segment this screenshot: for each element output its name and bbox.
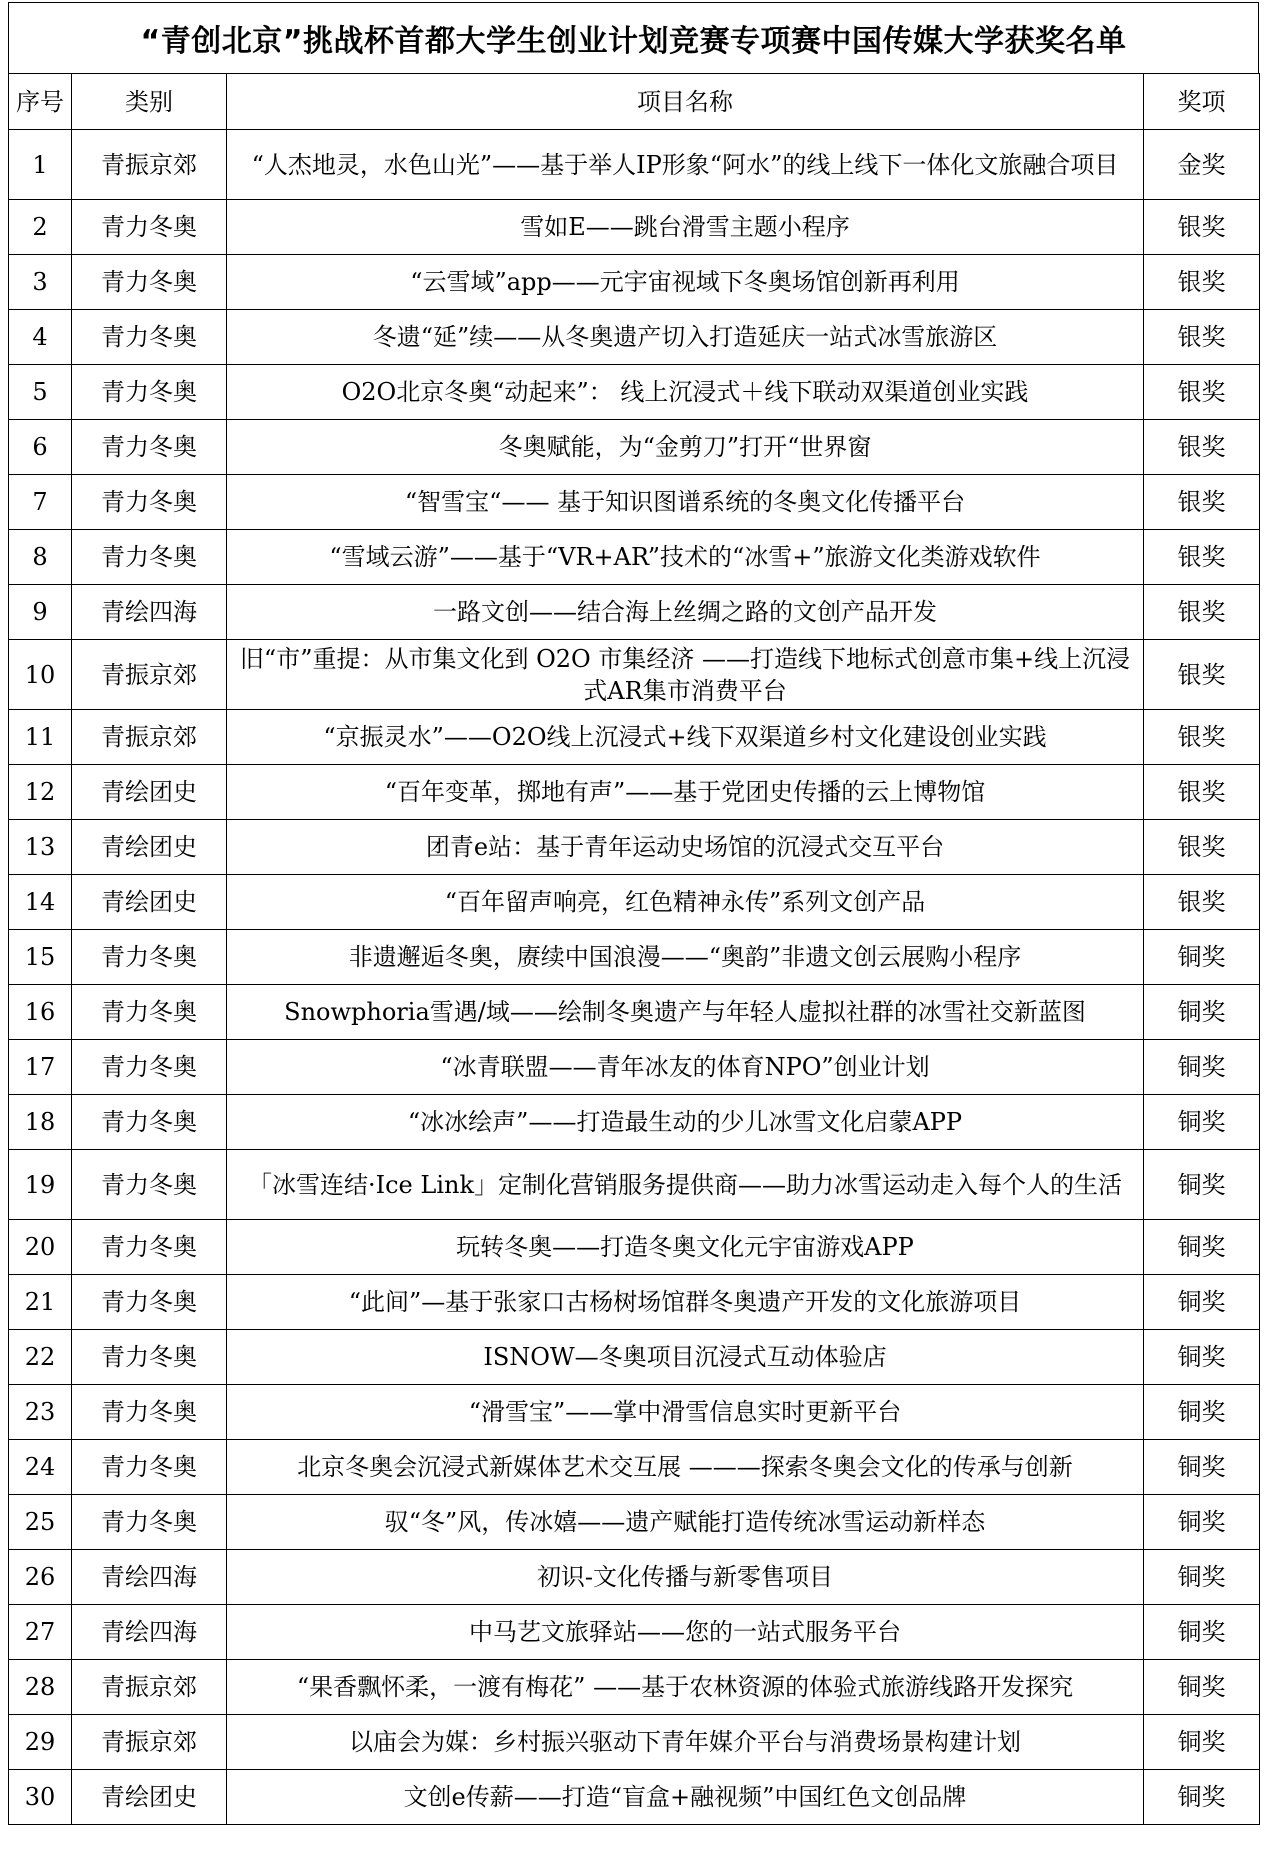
table-row — [9, 1040, 1260, 1095]
row-no: 15 — [9, 930, 72, 985]
row-project-name: “滑雪宝”——掌中滑雪信息实时更新平台 — [227, 1385, 1144, 1440]
row-award: 铜奖 — [1144, 1040, 1260, 1095]
row-no: 5 — [9, 365, 72, 420]
row-no: 9 — [9, 585, 72, 640]
row-no: 24 — [9, 1440, 72, 1495]
row-no: 27 — [9, 1605, 72, 1660]
row-project-name: “冰冰绘声”——打造最生动的少儿冰雪文化启蒙APP — [227, 1095, 1144, 1150]
row-award: 银奖 — [1144, 820, 1260, 875]
row-no: 6 — [9, 420, 72, 475]
row-category: 青力冬奥 — [72, 930, 227, 985]
row-project-name: “京振灵水”——O2O线上沉浸式+线下双渠道乡村文化建设创业实践 — [227, 710, 1144, 765]
row-award: 银奖 — [1144, 255, 1260, 310]
row-category: 青力冬奥 — [72, 475, 227, 530]
row-no: 1 — [9, 130, 72, 200]
row-no: 12 — [9, 765, 72, 820]
header-category: 类别 — [72, 74, 227, 130]
row-award: 银奖 — [1144, 310, 1260, 365]
row-award: 铜奖 — [1144, 1495, 1260, 1550]
row-category: 青力冬奥 — [72, 365, 227, 420]
row-category: 青力冬奥 — [72, 200, 227, 255]
table-row — [9, 820, 1260, 875]
row-award: 铜奖 — [1144, 985, 1260, 1040]
row-project-name: 驭“冬”风，传冰嬉——遗产赋能打造传统冰雪运动新样态 — [227, 1495, 1144, 1550]
row-project-name: “此间”—基于张家口古杨树场馆群冬奥遗产开发的文化旅游项目 — [227, 1275, 1144, 1330]
row-category: 青力冬奥 — [72, 985, 227, 1040]
row-award: 金奖 — [1144, 130, 1260, 200]
row-award: 铜奖 — [1144, 1660, 1260, 1715]
row-project-name: “雪域云游”——基于“VR+AR”技术的“冰雪+”旅游文化类游戏软件 — [227, 530, 1144, 585]
row-project-name: “冰青联盟——青年冰友的体育NPO”创业计划 — [227, 1040, 1144, 1095]
row-category: 青力冬奥 — [72, 1330, 227, 1385]
row-project-name: “云雪域”app——元宇宙视域下冬奥场馆创新再利用 — [227, 255, 1144, 310]
row-award: 铜奖 — [1144, 1715, 1260, 1770]
row-no: 25 — [9, 1495, 72, 1550]
row-category: 青力冬奥 — [72, 1275, 227, 1330]
award-table — [8, 73, 1260, 1825]
row-no: 10 — [9, 640, 72, 710]
row-category: 青力冬奥 — [72, 310, 227, 365]
row-project-name: 初识-文化传播与新零售项目 — [227, 1550, 1144, 1605]
table-row — [9, 1275, 1260, 1330]
row-no: 22 — [9, 1330, 72, 1385]
row-category: 青绘四海 — [72, 1605, 227, 1660]
table-row — [9, 1715, 1260, 1770]
row-category: 青力冬奥 — [72, 1040, 227, 1095]
row-no: 16 — [9, 985, 72, 1040]
row-category: 青绘团史 — [72, 765, 227, 820]
table-row — [9, 930, 1260, 985]
row-category: 青绘团史 — [72, 820, 227, 875]
row-category: 青绘四海 — [72, 585, 227, 640]
row-no: 11 — [9, 710, 72, 765]
table-row — [9, 765, 1260, 820]
row-award: 铜奖 — [1144, 1550, 1260, 1605]
row-category: 青力冬奥 — [72, 1095, 227, 1150]
row-project-name: 团青e站：基于青年运动史场馆的沉浸式交互平台 — [227, 820, 1144, 875]
table-row — [9, 1605, 1260, 1660]
table-body — [9, 130, 1260, 1825]
row-category: 青绘团史 — [72, 875, 227, 930]
table-row — [9, 1385, 1260, 1440]
row-no: 13 — [9, 820, 72, 875]
row-no: 18 — [9, 1095, 72, 1150]
table-row — [9, 1220, 1260, 1275]
row-award: 铜奖 — [1144, 1605, 1260, 1660]
row-category: 青力冬奥 — [72, 1495, 227, 1550]
row-award: 银奖 — [1144, 365, 1260, 420]
table-row — [9, 1330, 1260, 1385]
table-header-row — [9, 74, 1260, 130]
row-project-name: 「冰雪连结·Ice Link」定制化营销服务提供商——助力冰雪运动走入每个人的生活 — [227, 1150, 1144, 1220]
row-award: 铜奖 — [1144, 930, 1260, 985]
row-award: 铜奖 — [1144, 1095, 1260, 1150]
table-row — [9, 1770, 1260, 1825]
row-category: 青力冬奥 — [72, 255, 227, 310]
row-award: 铜奖 — [1144, 1770, 1260, 1825]
row-no: 17 — [9, 1040, 72, 1095]
row-project-name: ISNOW—冬奥项目沉浸式互动体验店 — [227, 1330, 1144, 1385]
row-category: 青振京郊 — [72, 1660, 227, 1715]
row-project-name: 玩转冬奥——打造冬奥文化元宇宙游戏APP — [227, 1220, 1144, 1275]
row-award: 银奖 — [1144, 475, 1260, 530]
row-award: 铜奖 — [1144, 1150, 1260, 1220]
row-project-name: “人杰地灵，水色山光”——基于举人IP形象“阿水”的线上线下一体化文旅融合项目 — [227, 130, 1144, 200]
row-award: 银奖 — [1144, 710, 1260, 765]
row-no: 29 — [9, 1715, 72, 1770]
row-no: 14 — [9, 875, 72, 930]
row-award: 银奖 — [1144, 420, 1260, 475]
row-no: 8 — [9, 530, 72, 585]
row-award: 银奖 — [1144, 530, 1260, 585]
row-project-name: “百年变革，掷地有声”——基于党团史传播的云上博物馆 — [227, 765, 1144, 820]
row-no: 21 — [9, 1275, 72, 1330]
row-project-name: “百年留声响亮，红色精神永传”系列文创产品 — [227, 875, 1144, 930]
row-project-name: “果香飘怀柔，一渡有梅花” ——基于农林资源的体验式旅游线路开发探究 — [227, 1660, 1144, 1715]
row-category: 青力冬奥 — [72, 1440, 227, 1495]
table-row — [9, 1150, 1260, 1220]
row-no: 7 — [9, 475, 72, 530]
table-row — [9, 420, 1260, 475]
row-no: 23 — [9, 1385, 72, 1440]
row-award: 铜奖 — [1144, 1275, 1260, 1330]
row-category: 青力冬奥 — [72, 1150, 227, 1220]
row-no: 28 — [9, 1660, 72, 1715]
table-row — [9, 1440, 1260, 1495]
row-project-name: 以庙会为媒：乡村振兴驱动下青年媒介平台与消费场景构建计划 — [227, 1715, 1144, 1770]
row-project-name: 中马艺文旅驿站——您的一站式服务平台 — [227, 1605, 1144, 1660]
table-row — [9, 365, 1260, 420]
table-row — [9, 200, 1260, 255]
row-award: 银奖 — [1144, 765, 1260, 820]
row-category: 青绘四海 — [72, 1550, 227, 1605]
row-award: 银奖 — [1144, 585, 1260, 640]
row-award: 铜奖 — [1144, 1385, 1260, 1440]
row-category: 青振京郊 — [72, 640, 227, 710]
row-no: 2 — [9, 200, 72, 255]
table-row — [9, 1660, 1260, 1715]
row-category: 青力冬奥 — [72, 530, 227, 585]
table-row — [9, 1095, 1260, 1150]
row-project-name: Snowphoria雪遇/域——绘制冬奥遗产与年轻人虚拟社群的冰雪社交新蓝图 — [227, 985, 1144, 1040]
row-award: 银奖 — [1144, 875, 1260, 930]
row-category: 青力冬奥 — [72, 1220, 227, 1275]
row-project-name: 文创e传薪——打造“盲盒+融视频”中国红色文创品牌 — [227, 1770, 1144, 1825]
row-category: 青力冬奥 — [72, 420, 227, 475]
row-award: 铜奖 — [1144, 1330, 1260, 1385]
table-row — [9, 255, 1260, 310]
row-project-name: 一路文创——结合海上丝绸之路的文创产品开发 — [227, 585, 1144, 640]
row-category: 青力冬奥 — [72, 1385, 227, 1440]
table-row — [9, 310, 1260, 365]
row-no: 26 — [9, 1550, 72, 1605]
row-award: 铜奖 — [1144, 1220, 1260, 1275]
row-no: 19 — [9, 1150, 72, 1220]
table-row — [9, 130, 1260, 200]
document-title: “青创北京”挑战杯首都大学生创业计划竞赛专项赛中国传媒大学获奖名单 — [8, 2, 1259, 74]
row-category: 青绘团史 — [72, 1770, 227, 1825]
row-project-name: 雪如E——跳台滑雪主题小程序 — [227, 200, 1144, 255]
header-no: 序号 — [9, 74, 72, 130]
row-project-name: 北京冬奥会沉浸式新媒体艺术交互展 ———探索冬奥会文化的传承与创新 — [227, 1440, 1144, 1495]
table-row — [9, 585, 1260, 640]
table-row — [9, 475, 1260, 530]
row-project-name: 冬遗“延”续——从冬奥遗产切入打造延庆一站式冰雪旅游区 — [227, 310, 1144, 365]
row-project-name: 旧“市”重提：从市集文化到 O2O 市集经济 ——打造线下地标式创意市集+线上沉浸式AR集市消费平台 — [227, 640, 1144, 710]
row-project-name: 冬奥赋能，为“金剪刀”打开“世界窗 — [227, 420, 1144, 475]
table-row — [9, 640, 1260, 710]
row-category: 青振京郊 — [72, 710, 227, 765]
table-row — [9, 875, 1260, 930]
row-no: 4 — [9, 310, 72, 365]
table-row — [9, 1495, 1260, 1550]
row-project-name: O2O北京冬奥“动起来”： 线上沉浸式＋线下联动双渠道创业实践 — [227, 365, 1144, 420]
table-row — [9, 985, 1260, 1040]
row-category: 青振京郊 — [72, 1715, 227, 1770]
row-award: 银奖 — [1144, 640, 1260, 710]
row-category: 青振京郊 — [72, 130, 227, 200]
table-row — [9, 710, 1260, 765]
row-no: 30 — [9, 1770, 72, 1825]
row-project-name: “智雪宝“—— 基于知识图谱系统的冬奥文化传播平台 — [227, 475, 1144, 530]
table-row — [9, 530, 1260, 585]
header-award: 奖项 — [1144, 74, 1260, 130]
header-project: 项目名称 — [227, 74, 1144, 130]
row-no: 20 — [9, 1220, 72, 1275]
row-award: 银奖 — [1144, 200, 1260, 255]
row-project-name: 非遗邂逅冬奥，赓续中国浪漫——“奥韵”非遗文创云展购小程序 — [227, 930, 1144, 985]
row-no: 3 — [9, 255, 72, 310]
table-row — [9, 1550, 1260, 1605]
row-award: 铜奖 — [1144, 1440, 1260, 1495]
